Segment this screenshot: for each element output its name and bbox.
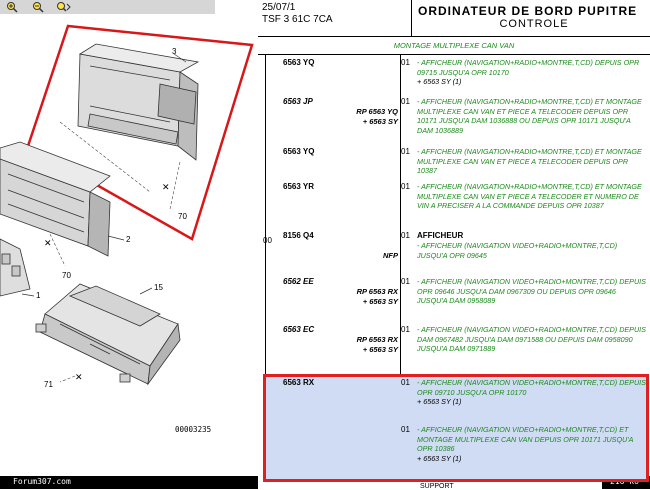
bottom-partial: SUPPORT [420,483,454,490]
zoom-in-button[interactable] [6,1,20,13]
pan-icon [56,1,72,13]
screw-x-icon: ✕ [75,372,83,382]
part-addition: + 6563 SY (1) [417,77,462,86]
quantity: 01 [401,147,410,156]
part-description: - AFFICHEUR (NAVIGATION VIDEO+RADIO+MONTRE,T,CD) JUSQU'A OPR 09645 [417,241,618,260]
page-title: ORDINATEUR DE BORD PUPITRE [418,4,638,18]
mount-bracket [0,239,30,296]
part-description: - AFFICHEUR (NAVIGATION VIDEO+RADIO+MONTRE,T,CD) DEPUIS OPR 09646 JUSQU'A DAM 0967309 OU DEPUIS OPR 09646 JUSQU'A DAM 0958089 [417,277,646,305]
part-reference: 6563 YQ [283,58,315,67]
zoom-in-icon [6,1,20,13]
header-code: TSF 3 61C 7CA [262,14,333,25]
callout-15: 15 [154,283,163,292]
quantity: 01 [401,378,410,387]
quantity: 01 [401,277,410,286]
replacement-code: RP 6563 RX [356,287,398,296]
callout-1: 1 [36,291,41,300]
callout-70-upper: 70 [178,212,187,221]
part-description: - AFFICHEUR (NAVIGATION VIDEO+RADIO+MONTRE,T,CD) DEPUIS OPR 09710 JUSQU'A OPR 10170 [417,378,646,397]
section-title: MONTAGE MULTIPLEXE CAN VAN [393,41,515,50]
screw-x-icon: ✕ [162,182,170,192]
image-reference: 00003235 [175,425,212,434]
page-subtitle: CONTROLE [499,18,569,30]
part-reference: 6563 EC [283,325,315,334]
part-description: - AFFICHEUR (NAVIGATION+RADIO+MONTRE,T,CD) DEPUIS OPR 09715 JUSQU'A OPR 10170 [417,58,640,77]
quantity: 01 [401,58,410,67]
callout-2: 2 [126,235,131,244]
part-addition: + 6563 SY (1) [417,453,462,463]
quantity: 01 [401,231,410,240]
part-reference: 6563 JP [283,97,313,106]
part-reference: 6562 EE [283,277,314,286]
part-reference: 6563 YQ [283,147,315,156]
housing-unit [0,142,110,256]
zoom-out-button[interactable] [32,1,46,13]
parts-diagram [0,14,258,476]
replacement-code: NFP [383,251,398,260]
replacement-code: + 6563 SY [362,345,398,354]
part-reference: 8156 Q4 [283,231,314,240]
callout-70-lower: 70 [62,271,71,280]
replacement-code: + 6563 SY [362,117,398,126]
part-description: - AFFICHEUR (NAVIGATION+RADIO+MONTRE,T,CD) ET MONTAGE MULTIPLEXE CAN VAN ET PIECE A TELECODER ET NUMERO DE VIN A PRECISER A LA COMMANDE DEPUIS OPR 10387 [417,182,642,210]
pan-button[interactable] [56,1,72,13]
callout-3: 3 [172,47,177,56]
header-left [262,2,333,26]
entry-title: AFFICHEUR [417,231,464,240]
quantity: 01 [401,182,410,191]
header-date: 25/07/1 [262,2,296,13]
part-description: - AFFICHEUR (NAVIGATION+RADIO+MONTRE,T,CD) ET MONTAGE MULTIPLEXE CAN VAN ET PIECE A TELECODER DEPUIS OPR 10387 [417,147,642,175]
part-description: - AFFICHEUR (NAVIGATION+RADIO+MONTRE,T,CD) ET MONTAGE MULTIPLEXE CAN VAN ET PIECE A TELECODER DEPUIS OPR 10171 JUSQU'A DAM 1036888 OU DEPUIS OPR 10171 JUSQU'A DAM 1036889 [417,97,642,135]
display-unit [78,44,198,160]
support-tray [36,284,180,384]
part-addition: + 6563 SY (1) [417,397,462,406]
part-reference: 6563 YR [283,182,314,191]
part-description: - AFFICHEUR (NAVIGATION VIDEO+RADIO+MONTRE,T,CD) ET MONTAGE MULTIPLEXE CAN VAN DEPUIS OPR 10171 JUSQU'A OPR 10386 [417,425,634,453]
replacement-code: RP 6563 RX [356,335,398,344]
quantity: 01 [401,97,410,106]
screw-x-icon: ✕ [44,238,52,248]
part-reference: 6563 RX [283,378,315,387]
replacement-code: RP 6563 YQ [356,107,398,116]
group-code: 00 [263,236,272,245]
part-description: - AFFICHEUR (NAVIGATION VIDEO+RADIO+MONTRE,T,CD) DEPUIS DAM 0967482 JUSQU'A DAM 0971588 OU DEPUIS DAM 0958090 JUSQU'A DAM 0971889 [417,325,646,353]
zoom-out-icon [32,1,46,13]
replacement-code: + 6563 SY [362,297,398,306]
site-watermark: Forum307.com [0,476,258,489]
quantity: 01 [401,325,410,334]
callout-71: 71 [44,380,53,389]
quantity: 01 [401,425,410,434]
viewer-toolbar [0,0,215,14]
